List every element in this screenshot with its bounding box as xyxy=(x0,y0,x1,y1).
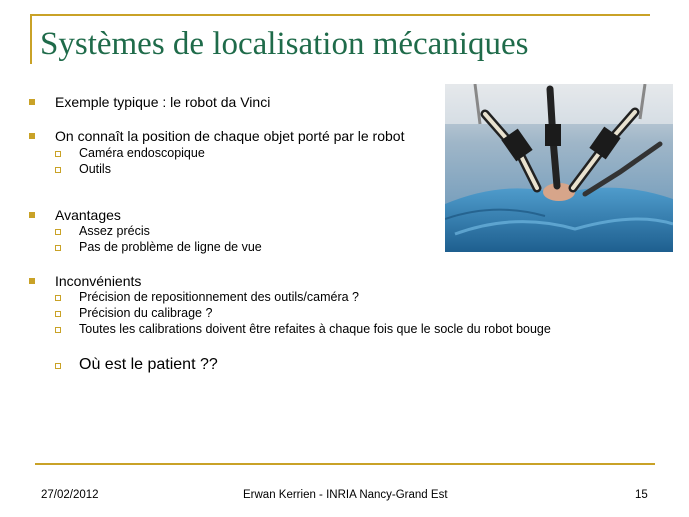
footer-date: 27/02/2012 xyxy=(41,489,99,501)
hollow-square-bullet-icon xyxy=(55,229,61,235)
square-bullet-icon xyxy=(29,278,35,284)
bullet-drawbacks: Inconvénients xyxy=(55,273,141,289)
bullet-position: On connaît la position de chaque objet porté par le robot xyxy=(55,128,404,144)
bullet-example: Exemple typique : le robot da Vinci xyxy=(55,94,270,110)
footer-author: Erwan Kerrien - INRIA Nancy-Grand Est xyxy=(243,489,448,501)
hollow-square-bullet-icon xyxy=(55,167,61,173)
sub-bullet-tools: Outils xyxy=(79,162,111,176)
sub-bullet-line-of-sight: Pas de problème de ligne de vue xyxy=(79,240,262,254)
title-accent-bar xyxy=(30,14,32,64)
hollow-square-bullet-icon xyxy=(55,151,61,157)
hollow-square-bullet-icon xyxy=(55,311,61,317)
hollow-square-bullet-icon xyxy=(55,245,61,251)
footer-page-number: 15 xyxy=(635,489,648,501)
sub-bullet-patient: Où est le patient ?? xyxy=(79,356,218,374)
square-bullet-icon xyxy=(29,133,35,139)
square-bullet-icon xyxy=(29,212,35,218)
da-vinci-robot-photo xyxy=(445,84,673,252)
bullet-advantages: Avantages xyxy=(55,207,121,223)
slide-title: Systèmes de localisation mécaniques xyxy=(40,26,529,62)
sub-bullet-recalibrate: Toutes les calibrations doivent être refaites à chaque fois que le socle du robot bouge xyxy=(79,322,551,336)
sub-bullet-calibration: Précision du calibrage ? xyxy=(79,306,212,320)
sub-bullet-precise: Assez précis xyxy=(79,224,150,238)
hollow-square-bullet-icon xyxy=(55,363,61,369)
hollow-square-bullet-icon xyxy=(55,295,61,301)
top-rule xyxy=(30,14,650,16)
sub-bullet-repositioning: Précision de repositionnement des outils/caméra ? xyxy=(79,290,359,304)
sub-bullet-camera: Caméra endoscopique xyxy=(79,146,205,160)
bottom-rule xyxy=(35,463,655,465)
square-bullet-icon xyxy=(29,99,35,105)
hollow-square-bullet-icon xyxy=(55,327,61,333)
